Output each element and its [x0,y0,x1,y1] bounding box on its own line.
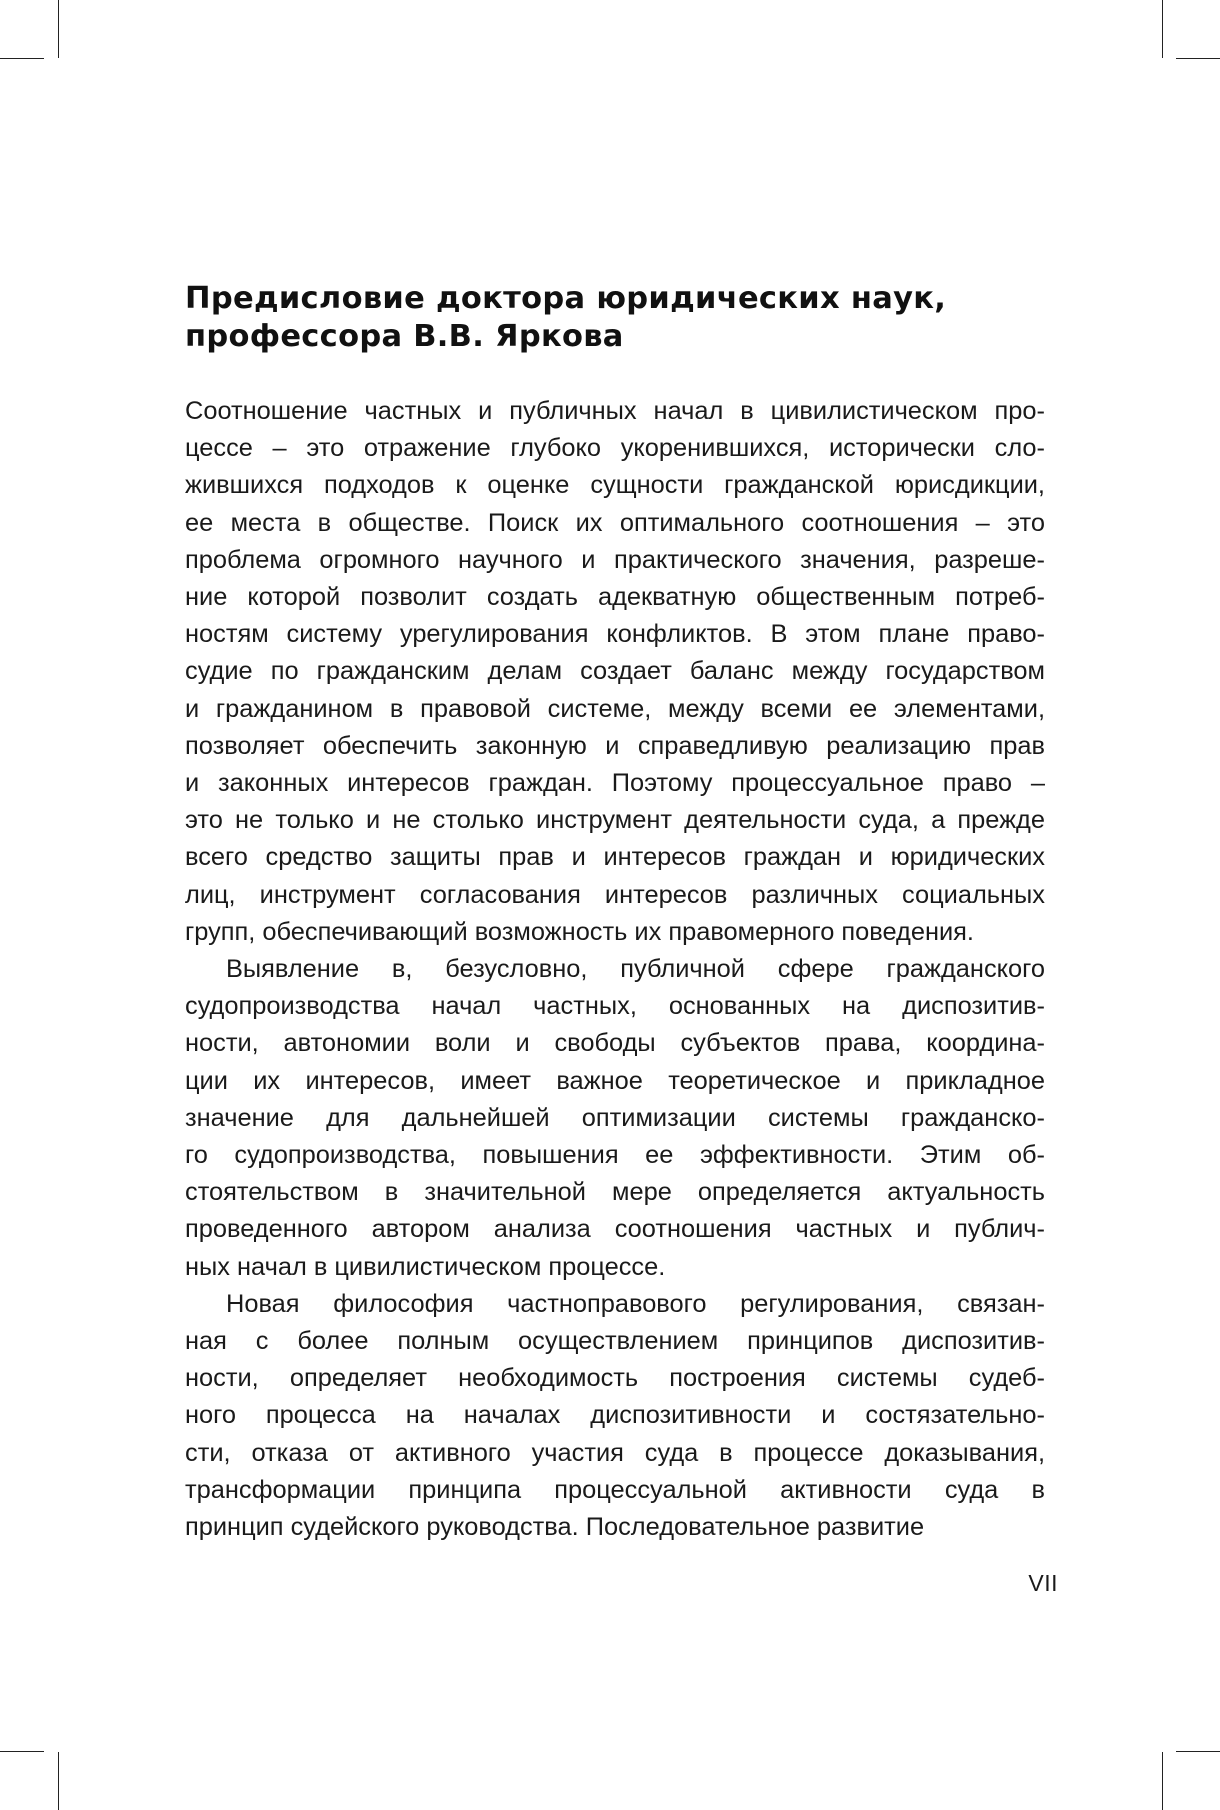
crop-mark-top-right-vertical [1162,0,1163,58]
text-line: ностям систему урегулирования конфликтов. В этом плане право- [185,620,1045,649]
text-line: ных начал в цивилистическом процессе. [185,1252,666,1281]
text-line: ции их интересов, имеет важное теоретическое и прикладное [185,1066,1045,1095]
crop-mark-top-left-horizontal [0,58,44,59]
text-line: проблема огромного научного и практического значения, разреше- [185,545,1045,574]
text-line: это не только и не столько инструмент деятельности суда, а прежде [185,806,1045,835]
text-line: судопроизводства начал частных, основанных на диспозитив- [185,992,1045,1021]
text-line: проведенного автором анализа соотношения частных и публич- [185,1215,1045,1244]
text-line: стоятельством в значительной мере определяется актуальность [185,1178,1045,1207]
crop-mark-bottom-right-horizontal [1176,1751,1220,1752]
text-line: и гражданином в правовой системе, между всеми ее элементами, [185,694,1045,723]
crop-mark-bottom-right-vertical [1162,1752,1163,1810]
text-line: ности, автономии воли и свободы субъектов права, координа- [185,1029,1045,1058]
heading-line-2: профессора В.В. Яркова [185,319,624,354]
section-heading [185,280,1045,356]
text-line: Соотношение частных и публичных начал в цивилистическом про- [185,397,1045,425]
crop-mark-top-left-vertical [58,0,59,58]
text-line: Новая философия частноправового регулирования, связан- [226,1289,1045,1318]
text-line: трансформации принципа процессуальной активности суда в [185,1475,1045,1504]
page-number: VII [1028,1570,1058,1596]
text-line: ние которой позволит создать адекватную общественным потреб- [185,583,1045,612]
text-line: лиц, инструмент согласования интересов различных социальных [185,880,1045,909]
heading-line-1: Предисловие доктора юридических наук, [185,281,947,316]
text-line: ее места в обществе. Поиск их оптимального соотношения – это [185,508,1045,537]
text-line: значение для дальнейшей оптимизации системы гражданско- [185,1103,1045,1132]
crop-mark-bottom-left-horizontal [0,1751,44,1752]
text-line: ности, определяет необходимость построения системы судеб- [185,1364,1045,1393]
text-line: всего средство защиты прав и интересов граждан и юридических [185,843,1045,872]
text-line: судие по гражданским делам создает баланс между государством [185,657,1045,686]
text-line: Выявление в, безусловно, публичной сфере гражданского [226,955,1045,984]
crop-mark-top-right-horizontal [1176,58,1220,59]
text-line: ного процесса на началах диспозитивности и состязательно- [185,1401,1045,1430]
text-line: жившихся подходов к оценке сущности гражданской юрисдикции, [185,471,1045,500]
text-line: принцип судейского руководства. Последовательное развитие [185,1513,925,1542]
text-line: сти, отказа от активного участия суда в процессе доказывания, [185,1438,1045,1467]
text-line: цессе – это отражение глубоко укоренившихся, исторически сло- [185,434,1045,463]
text-line: ная с более полным осуществлением принципов диспозитив- [185,1327,1045,1356]
text-line: групп, обеспечивающий возможность их правомерного поведения. [185,917,974,946]
text-line: позволяет обеспечить законную и справедливую реализацию прав [185,731,1045,760]
body-text [185,393,1045,1546]
crop-mark-bottom-left-vertical [58,1752,59,1810]
text-line: го судопроизводства, повышения ее эффективности. Этим об- [185,1141,1045,1170]
text-line: и законных интересов граждан. Поэтому процессуальное право – [185,769,1045,798]
